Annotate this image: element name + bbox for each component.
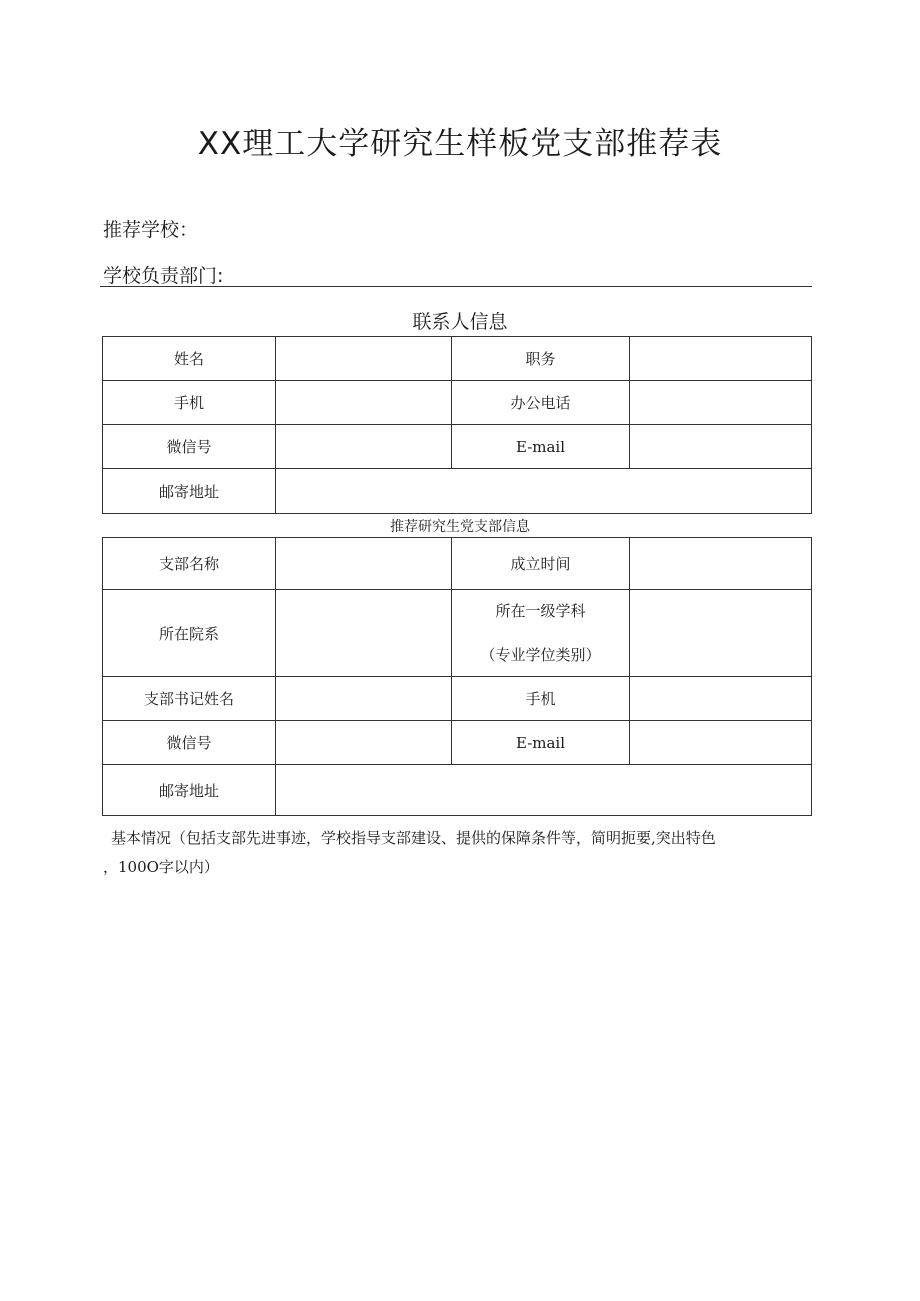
discipline-field[interactable] (630, 590, 812, 677)
table-row (103, 337, 812, 381)
name-label: 姓名 (103, 337, 276, 381)
branch-info-table (102, 537, 812, 816)
secretary-wechat-field[interactable] (276, 721, 452, 765)
office-phone-label: 办公电话 (452, 381, 630, 425)
branch-address-field[interactable] (276, 765, 812, 816)
email-field[interactable] (630, 425, 812, 469)
table-row (103, 381, 812, 425)
table-row (103, 677, 812, 721)
address-label: 邮寄地址 (103, 469, 276, 514)
contact-section-heading: 联系人信息 (412, 311, 508, 333)
department-label: 所在院系 (103, 590, 276, 677)
secretary-name-label: 支部书记姓名 (103, 677, 276, 721)
responsible-department-label: 学校负责部门: (103, 265, 224, 287)
email-label: E-mail (452, 425, 630, 469)
basic-situation-note (103, 824, 803, 882)
discipline-label-line2: （专业学位类别） (480, 646, 601, 664)
branch-address-label: 邮寄地址 (103, 765, 276, 816)
branch-name-field[interactable] (276, 538, 452, 590)
mobile-field[interactable] (276, 381, 452, 425)
secretary-mobile-field[interactable] (630, 677, 812, 721)
note-line-2: ，100O字以内） (103, 858, 219, 876)
department-field[interactable] (276, 590, 452, 677)
table-row (103, 425, 812, 469)
secretary-email-label: E-mail (452, 721, 630, 765)
secretary-mobile-label: 手机 (452, 677, 630, 721)
contact-info-table (102, 336, 812, 514)
table-row (103, 765, 812, 816)
discipline-label-line1: 所在一级学科 (495, 602, 586, 620)
wechat-label: 微信号 (103, 425, 276, 469)
branch-section-heading: 推荐研究生党支部信息 (390, 519, 530, 535)
branch-name-label: 支部名称 (103, 538, 276, 590)
secretary-name-field[interactable] (276, 677, 452, 721)
wechat-field[interactable] (276, 425, 452, 469)
page-title: XX理工大学研究生样板党支部推荐表 (197, 126, 723, 162)
table-row (103, 721, 812, 765)
name-field[interactable] (276, 337, 452, 381)
founded-label: 成立时间 (452, 538, 630, 590)
position-label: 职务 (452, 337, 630, 381)
discipline-label (452, 590, 630, 677)
address-field[interactable] (276, 469, 812, 514)
secretary-wechat-label: 微信号 (103, 721, 276, 765)
note-line-1: 基本情况（包括支部先进事迹，学校指导支部建设、提供的保障条件等，简明扼要,突出特色 (111, 829, 716, 847)
table-row (103, 538, 812, 590)
founded-field[interactable] (630, 538, 812, 590)
recommending-school-label: 推荐学校： (103, 219, 199, 241)
secretary-email-field[interactable] (630, 721, 812, 765)
table-row (103, 469, 812, 514)
office-phone-field[interactable] (630, 381, 812, 425)
table-row (103, 590, 812, 677)
divider-line (100, 286, 812, 287)
mobile-label: 手机 (103, 381, 276, 425)
position-field[interactable] (630, 337, 812, 381)
